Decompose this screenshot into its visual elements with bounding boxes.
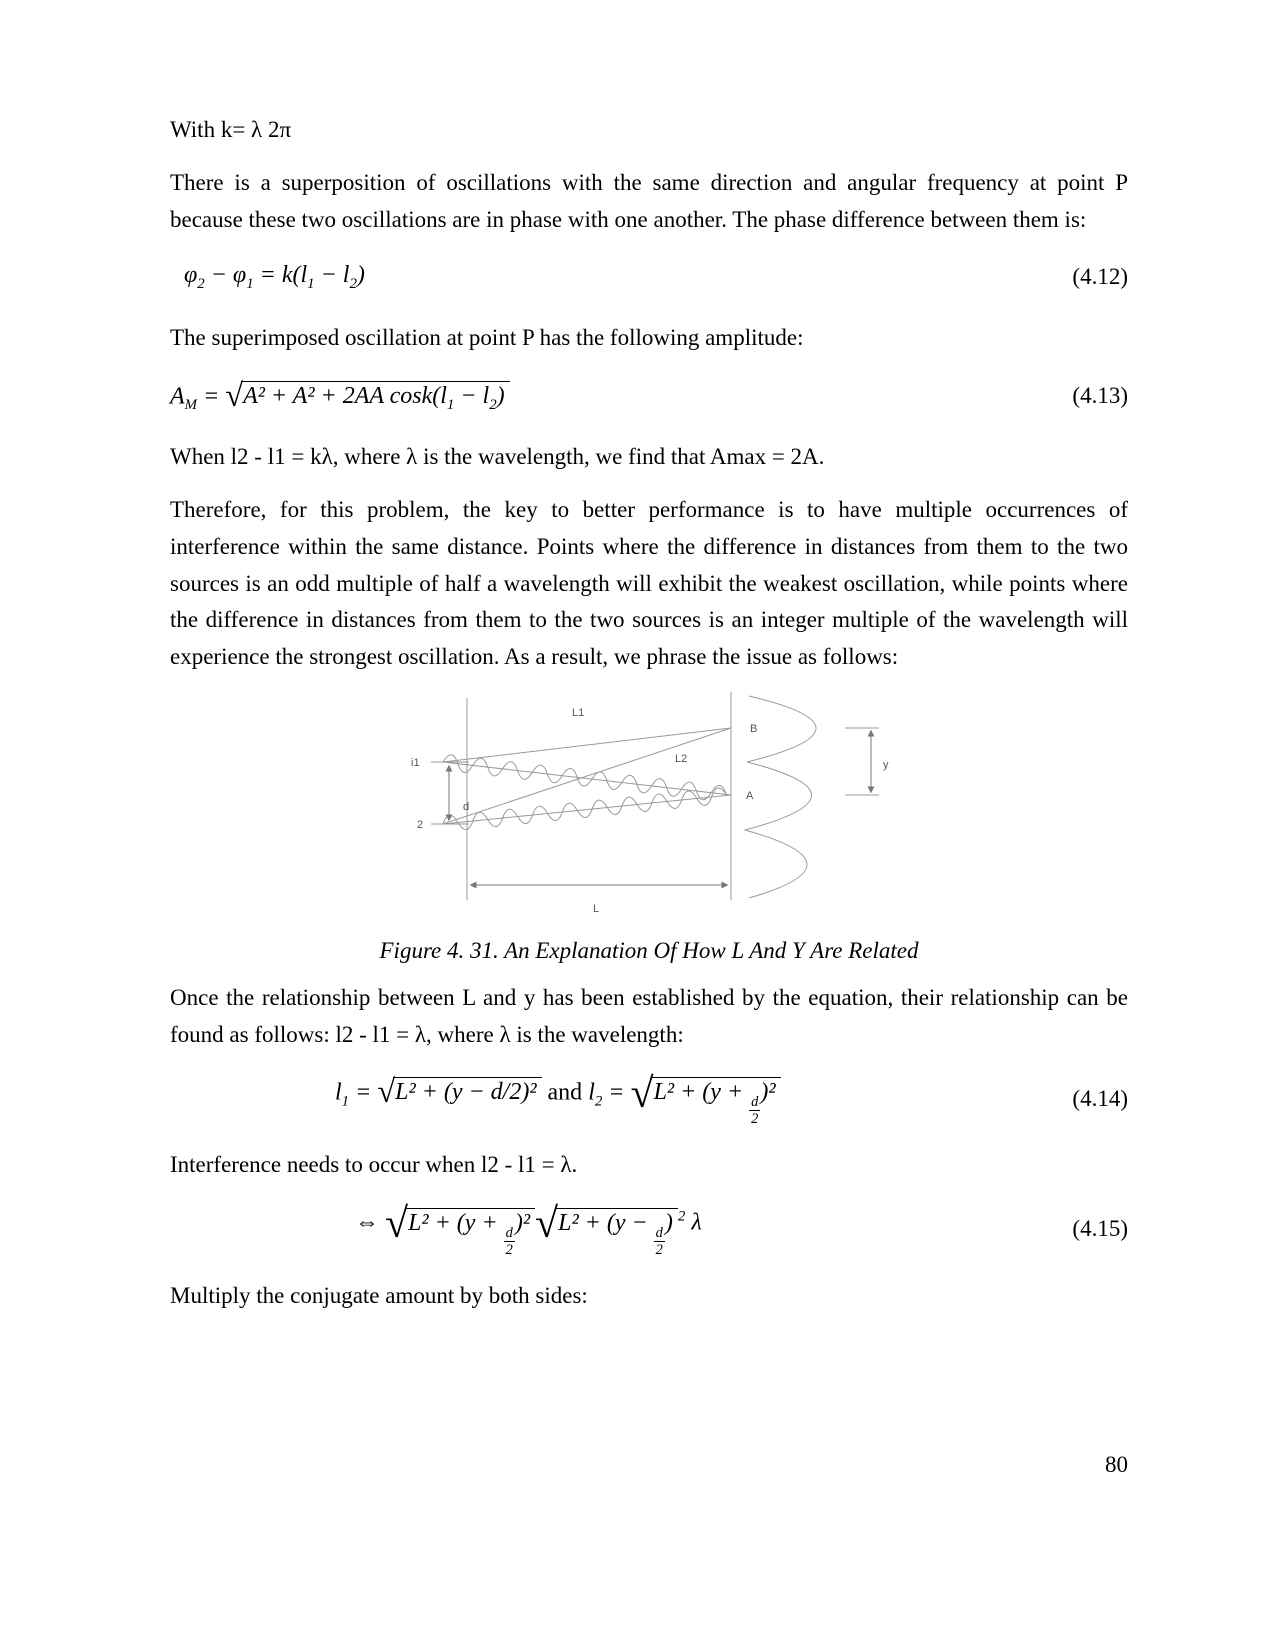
label-l: L [593, 902, 600, 915]
sqrt-icon: √ [535, 1201, 559, 1248]
subscript: 1 [341, 1092, 350, 1109]
sqrt-radical: √L² + (y + $\frac{d}{2}$ )² [631, 1079, 781, 1105]
sqrt-radical: √L² + (y − d/2)² [377, 1079, 541, 1105]
equation-number: (4.13) [1072, 383, 1128, 409]
paragraph-interference-condition: Interference needs to occur when l2 - l1 = λ. [170, 1152, 578, 1178]
subscript: 2 [349, 275, 357, 292]
paragraph-relationship: Once the relationship between L and y has been established by the equation, their relationship can be found as follows: l2 - l1 = λ, where λ is the wavelength: [170, 984, 1128, 1047]
label-source2: 2 [417, 818, 424, 831]
paragraph-amplitude: The superimposed oscillation at point P has the following amplitude: [170, 325, 804, 351]
sqrt-radical: √A² + A² + 2AA $\cos k(l_1 - l_2)$ [225, 383, 509, 409]
paragraph-amax: When l2 - l1 = kλ, where λ is the wavelength, we find that Amax = 2A. [170, 444, 825, 470]
subscript: 2 [197, 275, 205, 292]
equation-number: (4.15) [1072, 1216, 1128, 1242]
label-d: d [463, 800, 470, 813]
sqrt-icon: √ [377, 1073, 396, 1110]
paragraph-interference-explanation: Therefore, for this problem, the key to better performance is to have multiple occurrences of interference within the same distance. Points where the difference in distances from them to the two sources is an odd multiple of half a wavelength will exhibit the weakest oscillation, while points where the difference in distances from them to the two sources is an integer multiple of the wavelength will experience the strongest oscillation. As a result, we phrase the issue as follows: [170, 496, 1128, 670]
equation-4-14 [170, 1070, 1128, 1128]
sqrt-icon: √ [630, 1070, 654, 1117]
ray-s1-a [443, 762, 731, 795]
fraction: $\frac{d}{2}$ [505, 1224, 513, 1259]
sqrt-icon: √ [225, 377, 244, 414]
label-y: y [883, 758, 889, 771]
label-b: B [750, 722, 758, 735]
intro-line: With k= λ 2π [170, 117, 292, 142]
equation-4-15 [170, 1200, 1128, 1258]
subscript: M [184, 396, 198, 413]
ray-s1-b [443, 728, 731, 762]
sqrt-radical: √L² + (y + $\frac{d}{2}$ )² [385, 1210, 535, 1236]
subscript: 1 [246, 275, 254, 292]
subscript: 2 [594, 1092, 603, 1109]
figure-caption: Figure 4. 31. An Explanation Of How L And Y Are Related [379, 937, 919, 963]
sqrt-icon: √ [385, 1201, 409, 1248]
figure-4-31 [170, 692, 1128, 932]
paragraph-phase-difference: There is a superposition of oscillations with the same direction and angular frequency at point P because these two oscillations are in phase with one another. The phase difference between them is: [170, 169, 1128, 232]
equation-4-15-body: ⇔ √L² + (y + $\frac{d}{2}$ )² √L² + (y − $\frac{d}{2}$ ) $^2$ λ [355, 1201, 702, 1259]
sqrt-radical: √L² + (y − $\frac{d}{2}$ ) [535, 1210, 678, 1236]
equation-4-13-body: $A_M = √A^2 + A^2 + 2AA$ $\cos k(l_1 - l_2)$ [170, 378, 510, 415]
equation-4-14-body: $l_1 = √L^2 + (y - d/2)^2$ and $l_2 = √L^2 + (y$ + $\frac{d}{2}$ )² [335, 1070, 781, 1128]
label-a: A [746, 789, 754, 802]
label-l1: L1 [572, 706, 585, 719]
subscript: 1 [446, 396, 455, 413]
subscript: 1 [307, 275, 315, 292]
label-l2: L2 [675, 752, 688, 765]
equation-4-12 [170, 254, 1128, 300]
equation-4-13 [170, 373, 1128, 419]
paragraph-conjugate: Multiply the conjugate amount by both sides: [170, 1283, 588, 1309]
superscript: 2 [677, 1208, 686, 1225]
fraction: $\frac{d}{2}$ [655, 1224, 663, 1259]
label-source1: i1 [411, 756, 420, 769]
equation-number: (4.14) [1072, 1085, 1128, 1111]
page-number: 80 [1105, 1452, 1128, 1477]
subscript: 2 [489, 396, 497, 413]
equation-number: (4.12) [1072, 264, 1128, 290]
fraction: $\frac{d}{2}$ [751, 1094, 759, 1128]
equation-4-12-body: $\varphi_2 - \varphi_1 = k(l_1 - l_2)$ [184, 261, 365, 292]
interference-diagram [409, 692, 889, 927]
